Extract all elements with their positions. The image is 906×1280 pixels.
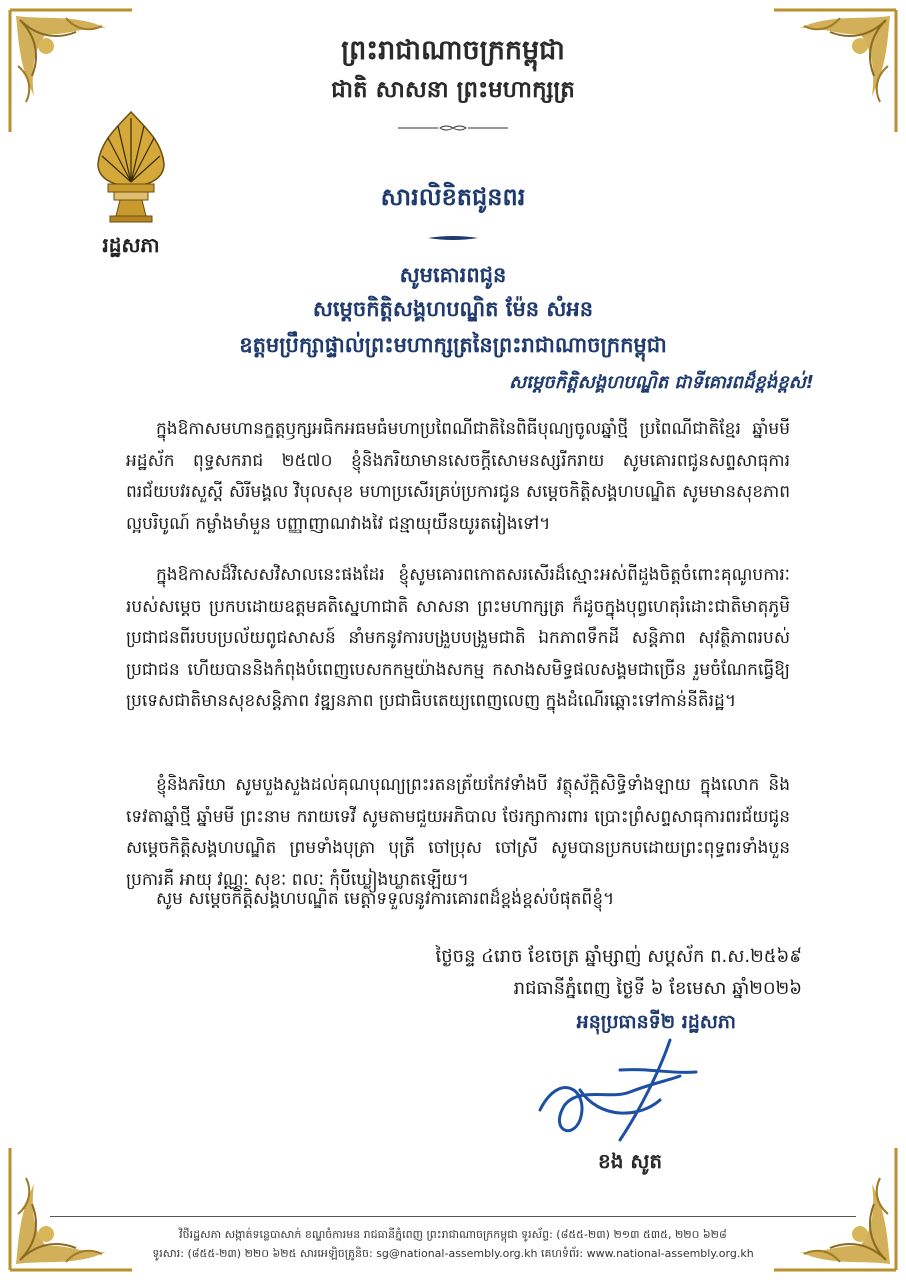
addressee-honorific: សម្ដេចកិត្តិសង្គហបណ្ឌិត ជាទីគោរពដ៏ខ្ពង់ខ្ពស់! [509,372,814,393]
document-title: សារលិខិតជូនពរ [380,183,526,211]
handwritten-signature [520,1030,720,1150]
body-paragraph-4: សូម សម្ដេចកិត្តិសង្គហបណ្ឌិត មេត្តាទទួលនូវការគោរពដ៏ខ្ពង់ខ្ពស់បំផុតពីខ្ញុំ។ [156,889,615,909]
institution-label: រដ្ឋសភា [102,233,160,257]
ornamental-divider [398,124,508,132]
salutation-line: សូមគោរពជូន [399,263,507,287]
signer-name: ខង សូត [598,1149,663,1173]
body-paragraph-3: ខ្ញុំនិងភរិយា សូមបួងសួងដល់គុណបុណ្យព្រះរតនត្រ័យកែវទាំងបី វត្ថុស័ក្ដិសិទ្ធិទាំងឡាយ ក្នុងលោក និងទេវតាឆ្នាំថ្មី ឆ្នាំមមី ព្រះនាម ករាយទេវី សូមតាមជួយអភិបាល ថែរក្សាការពារ ប្រោះព្រំសព្ទសាធុការពរជ័យជូន សម្ដេចកិត្តិសង្គហបណ្ឌិត ព្រមទាំងបុត្រា បុត្រី ចៅប្រុស ចៅស្រី សូមបានប្រកបដោយព្រះពុទ្ធពរទាំងបួនប្រការគឺ អាយុ វណ្ណៈ សុខៈ ពលៈ កុំបីឃ្លៀងឃ្លាតឡើយ។ [126,775,790,890]
signer-title: អនុប្រធានទី២ រដ្ឋសភា [576,1011,736,1033]
footer-contact: ទូរសារ: (៨៥៥-២៣) ២២០ ៦២៥ សារអេឡិចត្រូនិច: sg@national-assembly.org.kh គេហទំព័រ: www.national-assembly.org.kh [152,1247,754,1260]
footer-address: វិថីរដ្ឋសភា សង្កាត់ទន្លេបាសាក់ ខណ្ឌចំការមន រាជធានីភ្នំពេញ ព្រះរាជាណាចក្រកម្ពុជា ទូរស័ព្ទ: (៨៥៥-២៣) ២១៣ ៥៣៥, ២២០ ៦២៨ [179,1228,727,1241]
addressee-position: ឧត្តមប្រឹក្សាផ្ទាល់ព្រះមហាក្សត្រនៃព្រះរាជាណាចក្រកម្ពុជា [239,333,667,357]
addressee-name: សម្ដេចកិត្តិសង្គហបណ្ឌិត ម៉ែន សំអន [312,297,594,321]
footer-rule [50,1216,856,1217]
body-paragraph-2: ក្នុងឱកាសដ៏វិសេសវិសាលនេះផងដែរ ខ្ញុំសូមគោរពកោតសរសើរដ៏ស្មោះអស់ពីដួងចិត្តចំពោះគុណូបការៈរបស់សម្ដេច ប្រកបដោយឧត្តមគតិស្នេហាជាតិ សាសនា ព្រះមហាក្សត្រ ក៏ដូចក្នុងបុព្វហេតុរំដោះជាតិមាតុភូមិប្រជាជនពីរបបប្រល័យពូជសាសន៍ នាំមកនូវការបង្រួបបង្រួមជាតិ ឯកភាពទឹកដី សន្តិភាព សុវត្ថិភាពរបស់ប្រជាជន ហើយបាននិងកំពុងបំពេញបេសកកម្មយ៉ាងសកម្ម កសាងសមិទ្ធផលសង្គមជាច្រើន រួមចំណែកធ្វើឱ្យប្រទេសជាតិមានសុខសន្តិភាព វឌ្ឍនភាព ប្រជាធិបតេយ្យពេញលេញ ក្នុងដំណើរឆ្ពោះទៅកាន់នីតិរដ្ឋ។ [126,565,790,711]
solar-date: រាជធានីភ្នំពេញ ថ្ងៃទី ៦ ខែមេសា ឆ្នាំ២០២៦ [513,978,802,999]
body-paragraph-1: ក្នុងឱកាសមហានក្ខត្តឫក្សអធិកអធមធំមហាប្រពៃណីជាតិនៃពិធីបុណ្យចូលឆ្នាំថ្មី ប្រពៃណីជាតិខ្មែរ ឆ្នាំមមី អដ្ឋស័ក ពុទ្ធសករាជ ២៥៧០ ខ្ញុំនិងភរិយាមានសេចក្ដីសោមនស្សរីករាយ សូមគោរពជូនសព្ទសាធុការពរជ័យបវរសួស្ដី សិរីមង្គល វិបុលសុខ មហាប្រសើរគ្រប់ប្រការជូន សម្ដេចកិត្តិសង្គហបណ្ឌិត សូមមានសុខភាពល្អបរិបូណ៍ កម្លាំងមាំមួន បញ្ញាញាណវាងវៃ ជន្មាយុយឺនយូរតរៀងទៅ។ [126,419,790,534]
title-divider [398,234,508,242]
national-motto: ជាតិ សាសនា ព្រះមហាក្សត្រ [331,77,575,103]
kingdom-heading: ព្រះរាជាណាចក្រកម្ពុជា [341,35,565,66]
lunar-date: ថ្ងៃចន្ទ ៤រោច ខែចេត្រ ឆ្នាំម្សាញ់ សប្តស័ក ព.ស.២៥៦៩ [435,946,802,967]
